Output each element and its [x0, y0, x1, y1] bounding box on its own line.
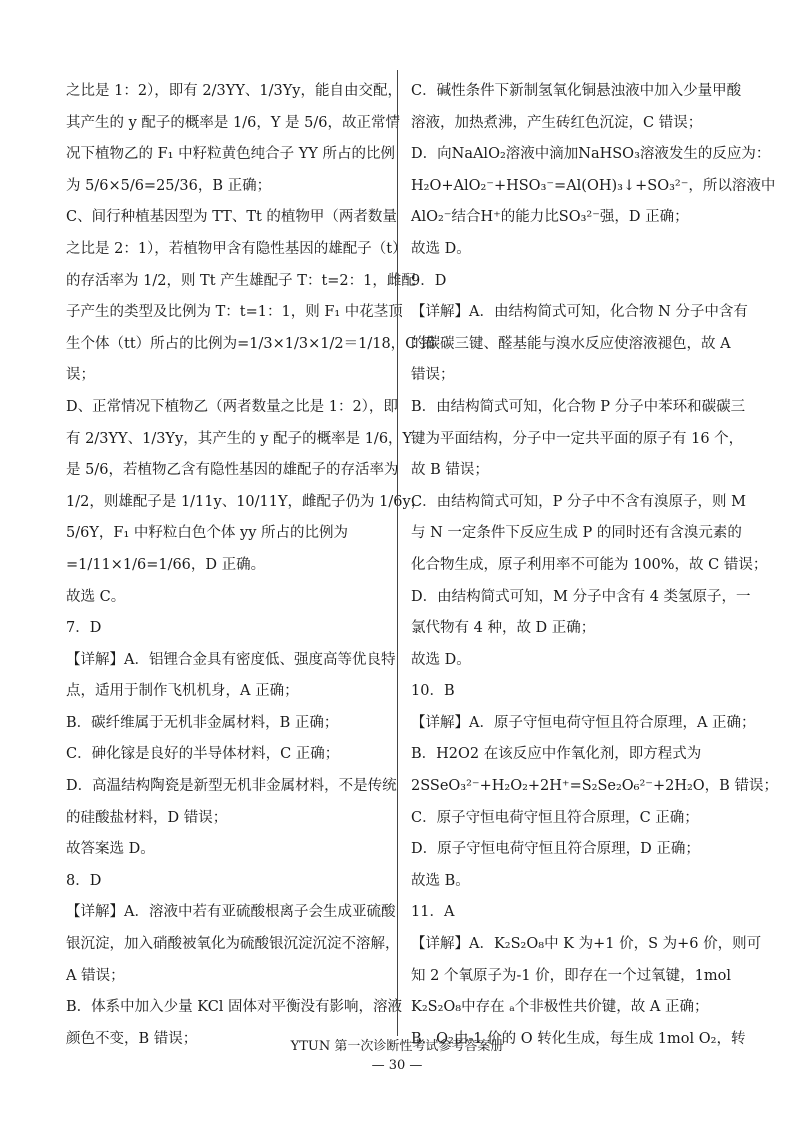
left-text-line: 之比是 2：1），若植物甲含有隐性基因的雄配子（t）	[66, 240, 407, 257]
right-text-line: 错误；	[411, 367, 455, 384]
left-text-line: 误；	[66, 367, 95, 384]
right-column	[411, 76, 778, 1055]
right-text-line: 溶液，加热煮沸，产生砖红色沉淀，C 错误；	[411, 114, 703, 131]
right-text-line: 【详解】A．原子守恒电荷守恒且符合原理，A 正确；	[411, 714, 756, 731]
left-text-line: 故答案选 D。	[66, 841, 155, 858]
right-text-line: C．由结构简式可知，P 分子中不含有溴原子，则 M	[411, 493, 746, 510]
left-text-line: 子产生的类型及比例为 T：t=1：1，则 F₁ 中花茎顶	[66, 304, 403, 321]
right-text-line: C．原子守恒电荷守恒且符合原理，C 正确；	[411, 809, 699, 826]
right-text-line: 与 N 一定条件下反应生成 P 的同时还有含溴元素的	[411, 525, 742, 542]
right-text-line: 故选 B。	[411, 872, 470, 889]
left-text-line: 是 5/6，若植物乙含有隐性基因的雄配子的存活率为	[66, 462, 399, 479]
left-text-line: A 错误；	[66, 967, 125, 984]
right-text-line: 【详解】A．由结构简式可知，化合物 N 分子中含有	[411, 304, 748, 321]
right-text-line: 9．D	[411, 272, 447, 289]
page-number: — 30 —	[371, 1058, 423, 1073]
left-text-line: 的硅酸盐材料，D 错误；	[66, 809, 228, 826]
right-text-line: D．原子守恒电荷守恒且符合原理，D 正确；	[411, 841, 700, 858]
right-text-line: 化合物生成，原子利用率不可能为 100%，故 C 错误；	[411, 556, 768, 573]
right-text-line: K₂S₂O₈中存在 ₐ个非极性共价键，故 A 正确；	[411, 999, 709, 1016]
left-text-line: 颜色不变，B 错误；	[66, 1030, 198, 1047]
right-text-line: B．O₂由-1 价的 O 转化生成，每生成 1mol O₂，转	[411, 1030, 746, 1047]
left-text-line: 故选 C。	[66, 588, 126, 605]
left-text-line: 银沉淀，加入硝酸被氧化为硫酸银沉淀沉淀不溶解，	[66, 936, 400, 953]
right-text-line: D．由结构简式可知，M 分子中含有 4 类氢原子，一	[411, 588, 751, 605]
footer-title: YTUN 第一次诊断性考试参考答案册	[290, 1039, 504, 1054]
column-divider	[397, 70, 398, 1036]
left-text-line: C、间行种植基因型为 TT、Tt 的植物甲（两者数量	[66, 209, 397, 226]
left-text-line: 点，适用于制作飞机机身，A 正确；	[66, 683, 299, 700]
right-text-line: 故 B 错误；	[411, 462, 489, 479]
right-text-line: 故选 D。	[411, 651, 471, 668]
left-text-line: 生个体（tt）所占的比例为=1/3×1/3×1/2＝1/18，C 错	[66, 335, 436, 352]
left-text-line: 【详解】A．溶液中若有亚硫酸根离子会生成亚硫酸	[66, 904, 396, 921]
left-text-line: 的存活率为 1/2，则 Tt 产生雄配子 T：t=2：1，雌配	[66, 272, 416, 289]
left-text-line: 有 2/3YY、1/3Yy，其产生的 y 配子的概率是 1/6，Y	[66, 430, 413, 447]
right-text-line: H₂O+AlO₂⁻+HSO₃⁻=Al(OH)₃↓+SO₃²⁻，所以溶液中	[411, 177, 776, 194]
right-text-line: B．由结构简式可知，化合物 P 分子中苯环和碳碳三	[411, 398, 746, 415]
left-text-line: B．碳纤维属于无机非金属材料，B 正确；	[66, 714, 339, 731]
right-text-line: B．H2O2 在该反应中作氧化剂，即方程式为	[411, 746, 702, 763]
right-text-line: 2SSeO₃²⁻+H₂O₂+2H⁺=S₂Se₂O₆²⁻+2H₂O，B 错误；	[411, 778, 778, 795]
left-text-line: C．砷化镓是良好的半导体材料，C 正确；	[66, 746, 340, 763]
right-text-line: 【详解】A．K₂S₂O₈中 K 为+1 价，S 为+6 价，则可	[411, 936, 762, 953]
right-text-line: C．碱性条件下新制氢氧化铜悬浊液中加入少量甲酸	[411, 83, 742, 99]
left-text-line: D、正常情况下植物乙（两者数量之比是 1：2），即	[66, 398, 398, 415]
right-text-line: 的碳碳三键、醛基能与溴水反应使溶液褪色，故 A	[411, 335, 731, 352]
right-text-line: 故选 D。	[411, 240, 471, 257]
left-text-line: D．高温结构陶瓷是新型无机非金属材料，不是传统	[66, 778, 397, 795]
left-text-line: 【详解】A．铝锂合金具有密度低、强度高等优良特	[66, 651, 396, 668]
left-text-line: 5/6Y，F₁ 中籽粒白色个体 yy 所占的比例为	[66, 525, 348, 542]
left-text-line: 其产生的 y 配子的概率是 1/6，Y 是 5/6，故正常情	[66, 114, 400, 131]
left-text-line: 之比是 1：2），即有 2/3YY、1/3Yy，能自由交配，	[66, 83, 402, 99]
right-text-line: 氯代物有 4 种，故 D 正确；	[411, 620, 596, 637]
right-text-line: AlO₂⁻结合H⁺的能力比SO₃²⁻强，D 正确；	[411, 209, 689, 226]
left-text-line: 为 5/6×5/6=25/36，B 正确；	[66, 177, 272, 194]
right-text-line: D．向NaAlO₂溶液中滴加NaHSO₃溶液发生的反应为：	[411, 146, 771, 163]
left-text-line: B．体系中加入少量 KCl 固体对平衡没有影响，溶液	[66, 999, 403, 1016]
right-text-line: 10．B	[411, 683, 455, 700]
right-text-line: 知 2 个氧原子为-1 价，即存在一个过氧键，1mol	[411, 967, 732, 984]
left-text-line: 7．D	[66, 620, 102, 637]
left-text-line: =1/11×1/6=1/66，D 正确。	[66, 556, 266, 573]
left-text-line: 8．D	[66, 872, 102, 889]
right-text-line: 11．A	[411, 904, 455, 921]
left-text-line: 1/2，则雄配子是 1/11y、10/11Y，雌配子仍为 1/6y，	[66, 493, 426, 510]
left-text-line: 况下植物乙的 F₁ 中籽粒黄色纯合子 YY 所占的比例	[66, 146, 395, 163]
right-text-line: 键为平面结构，分子中一定共平面的原子有 16 个，	[411, 430, 744, 447]
